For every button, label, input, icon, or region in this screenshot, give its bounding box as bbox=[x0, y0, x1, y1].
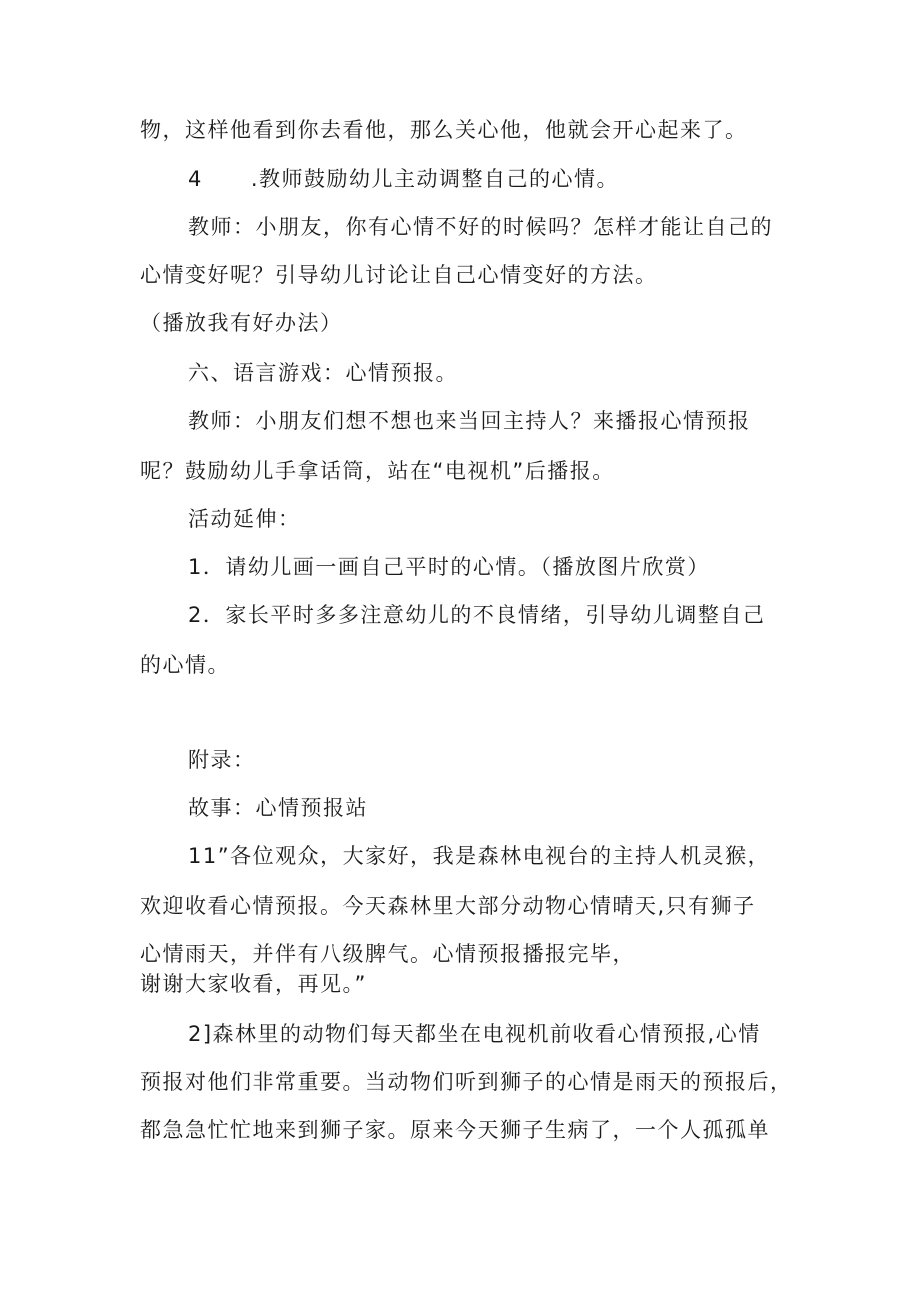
text-line: 谢谢大家收看，再见。” bbox=[140, 972, 367, 996]
list-item: 2．家长平时多多注意幼儿的不良情绪，引导幼儿调整自己 bbox=[188, 603, 766, 627]
text-line: 欢迎收看心情预报。今天森林里大部分动物心情晴天,只有狮子 bbox=[140, 894, 756, 918]
text-line bbox=[188, 169, 619, 190]
text-line: 预报对他们非常重要。当动物们听到狮子的心情是雨天的预报后， bbox=[140, 1070, 793, 1094]
text-line: 教师：小朋友，你有心情不好的时候吗？怎样才能让自己的 bbox=[188, 215, 773, 239]
list-item: 1．请幼儿画一画自己平时的心情。（播放图片欣赏） bbox=[188, 555, 710, 579]
text-line: （播放我有好办法） bbox=[140, 311, 343, 335]
list-item-text: .教师鼓励幼儿主动调整自己的心情。 bbox=[250, 167, 620, 191]
text-line: 教师：小朋友们想不想也来当回主持人？来播报心情预报 bbox=[188, 409, 751, 433]
story-title: 故事：心情预报站 bbox=[188, 796, 368, 820]
text-line: 心情变好呢？引导幼儿讨论让自己心情变好的方法。 bbox=[140, 263, 658, 287]
section-heading: 六、语言游戏：心情预报。 bbox=[188, 361, 458, 385]
text-line: 心情雨天，并伴有八级脾气。心情预报播报完毕， bbox=[140, 942, 635, 966]
section-heading: 活动延伸： bbox=[188, 507, 301, 531]
text-line: 2]森林里的动物们每天都坐在电视机前收看心情预报,心情 bbox=[188, 1022, 761, 1046]
section-heading: 附录： bbox=[188, 748, 256, 772]
list-number: 4 bbox=[188, 167, 203, 191]
text-line: 的心情。 bbox=[140, 653, 230, 677]
text-line: 物，这样他看到你去看他，那么关心他，他就会开心起来了。 bbox=[140, 118, 748, 142]
text-line: 呢？鼓励幼儿手拿话筒，站在“电视机”后播报。 bbox=[140, 459, 615, 483]
text-line: 都急急忙忙地来到狮子家。原来今天狮子生病了，一个人孤孤单 bbox=[140, 1118, 770, 1142]
text-line: 11”各位观众，大家好，我是森林电视台的主持人机灵猴， bbox=[188, 844, 771, 868]
